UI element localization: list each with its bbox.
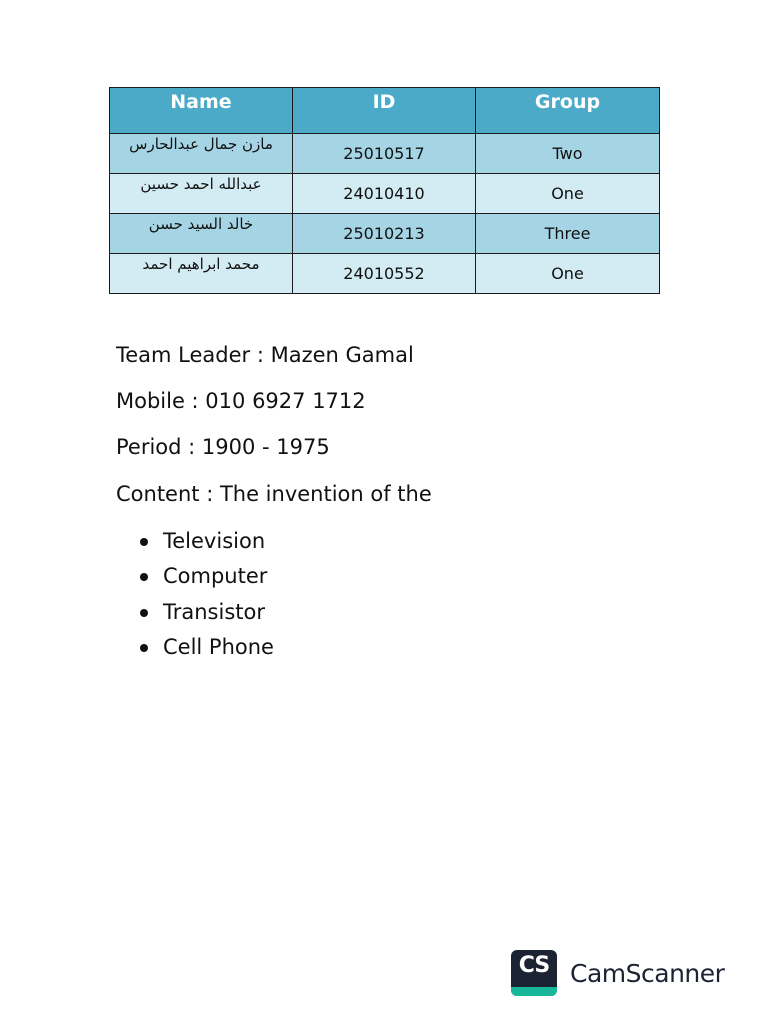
member-id: 24010552 [293,254,476,294]
table-row [110,214,660,254]
header-name: Name [110,88,293,134]
mobile-line: Mobile : 010 6927 1712 [116,389,366,413]
member-name: خالد السيد حسن [110,214,293,254]
member-id: 25010517 [293,134,476,174]
period-line: Period : 1900 - 1975 [116,435,330,459]
list-item-label: Cell Phone [163,634,274,659]
camscanner-logo-icon [511,950,557,996]
team-members-table [109,87,660,294]
bullet-icon [140,538,148,546]
list-item-label: Transistor [163,599,265,624]
bullet-icon [140,609,148,617]
table-row [110,254,660,294]
member-name: محمد ابراهيم احمد [110,254,293,294]
table-header-row [110,88,660,134]
list-item [140,599,274,634]
member-group: Three [476,214,660,254]
camscanner-label: CamScanner [570,958,725,988]
list-item [140,528,274,563]
member-group: One [476,174,660,214]
table-row [110,134,660,174]
list-item [140,634,274,669]
header-id: ID [293,88,476,134]
camscanner-watermark [511,950,724,996]
camscanner-logo-text: CS [518,953,550,978]
list-item-label: Computer [163,564,268,589]
bullet-icon [140,644,148,652]
member-name: عبدالله احمد حسين [110,174,293,214]
member-group: One [476,254,660,294]
member-id: 24010410 [293,174,476,214]
inventions-list [140,528,274,669]
list-item-label: Television [163,529,266,553]
camscanner-logo-stripe [511,987,557,996]
table-row [110,174,660,214]
team-leader-line: Team Leader : Mazen Gamal [116,343,414,367]
member-group: Two [476,134,660,174]
member-id: 25010213 [293,214,476,254]
bullet-icon [140,573,148,581]
member-name: مازن جمال عبدالحارس [110,134,293,174]
header-group: Group [476,88,660,134]
list-item [140,563,274,598]
content-line: Content : The invention of the [116,482,432,506]
